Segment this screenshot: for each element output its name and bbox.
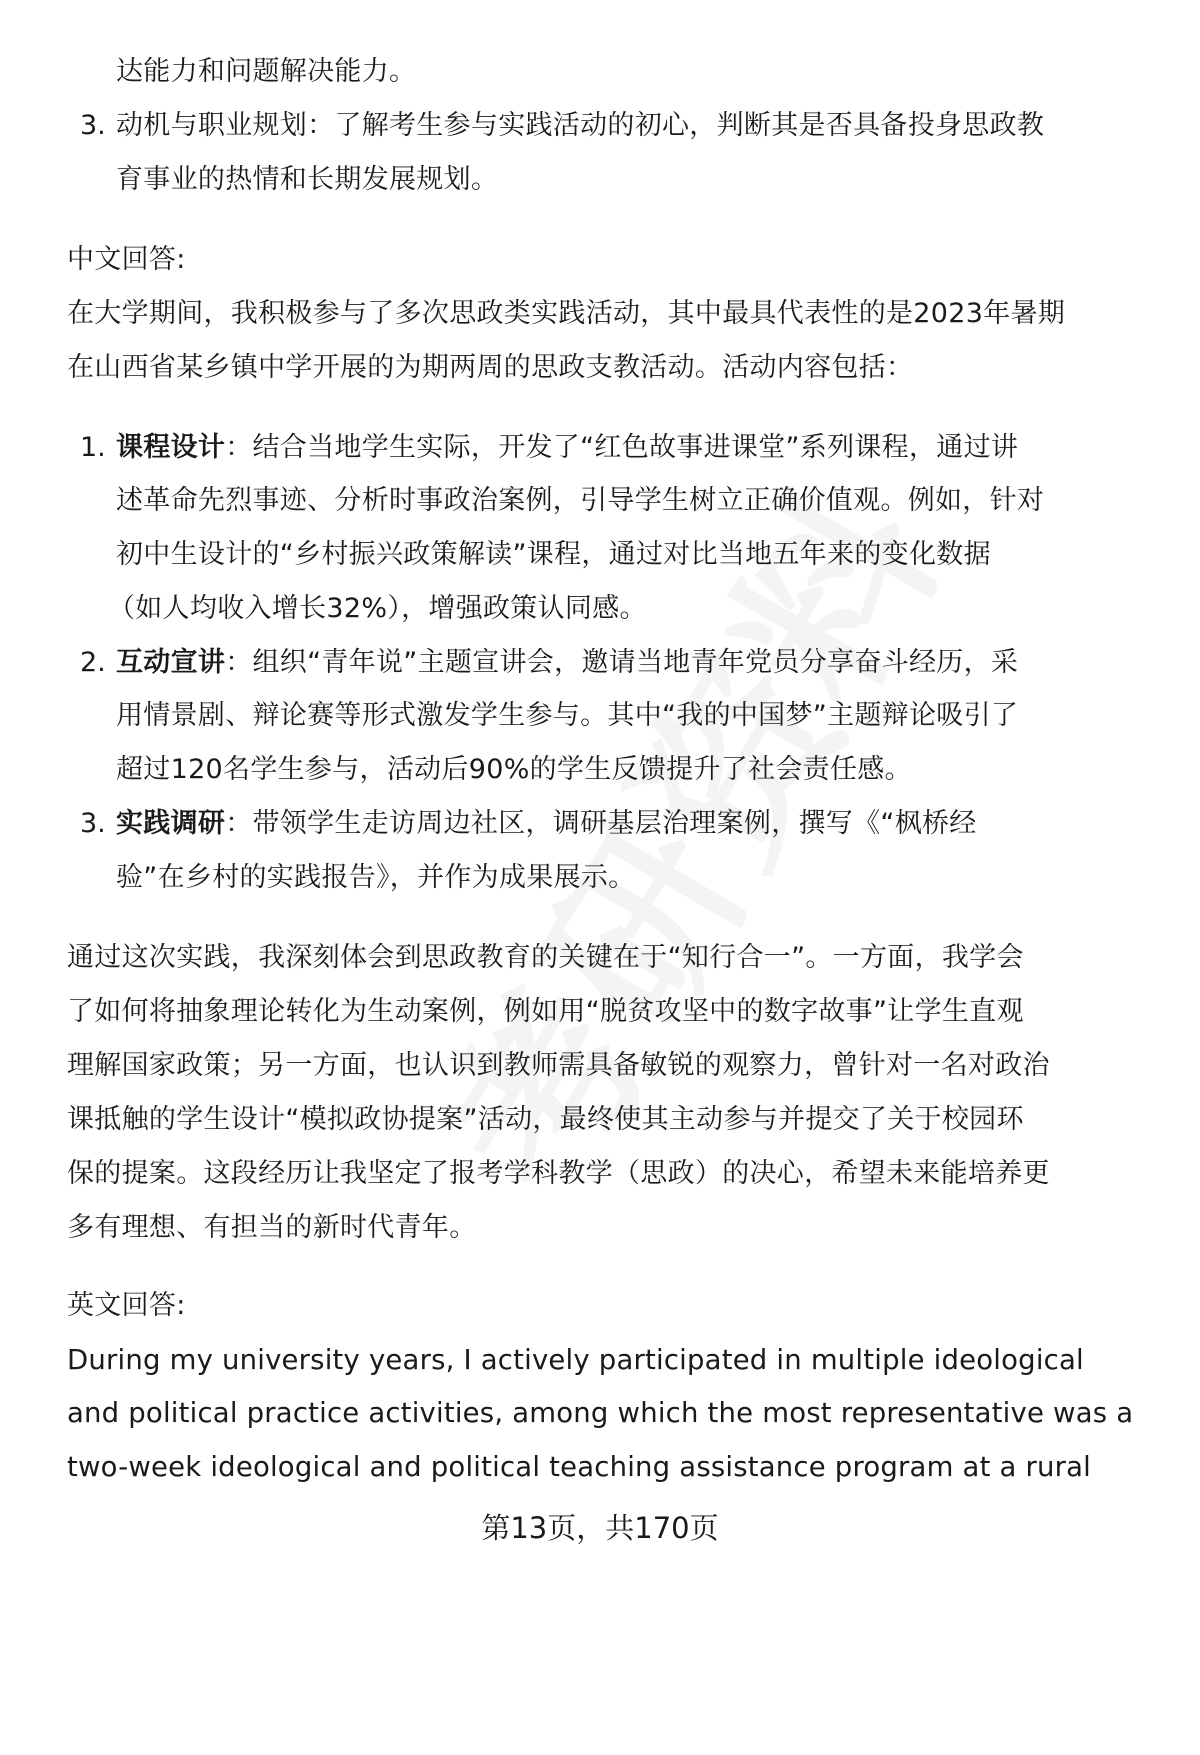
reflection-line: 通过这次实践，我深刻体会到思政教育的关键在于“知行合一”。一方面，我学会	[67, 942, 1024, 973]
activity-line: 述革命先烈事迹、分析时事政治案例，引导学生树立正确价值观。例如，针对	[116, 485, 1045, 516]
criteria-line: 动机与职业规划：了解考生参与实践活动的初心，判断其是否具备投身思政教	[116, 110, 1045, 141]
page-number: 第13页，共170页	[481, 1511, 719, 1545]
activity-line: （如人均收入增长32%），增强政策认同感。	[108, 593, 647, 624]
cn-intro-line: 在山西省某乡镇中学开展的为期两周的思政支教活动。活动内容包括：	[67, 352, 914, 383]
reflection-line: 了如何将抽象理论转化为生动案例，例如用“脱贫攻坚中的数字故事”让学生直观	[67, 996, 1024, 1027]
en-answer-line: During my university years, I actively participated in multiple ideological	[67, 1344, 1084, 1376]
list-number: 2.	[80, 647, 106, 678]
activity-text: ：带领学生走访周边社区，调研基层治理案例，撰写《“枫桥经	[225, 808, 977, 839]
activity-text: ：组织“青年说”主题宣讲会，邀请当地青年党员分享奋斗经历，采	[225, 647, 1019, 678]
reflection-line: 理解国家政策；另一方面，也认识到教师需具备敏锐的观察力，曾针对一名对政治	[67, 1050, 1050, 1081]
activity-line: 验”在乡村的实践报告》，并作为成果展示。	[116, 862, 636, 893]
activity-line: 用情景剧、辩论赛等形式激发学生参与。其中“我的中国梦”主题辩论吸引了	[116, 700, 1019, 731]
criteria-line: 育事业的热情和长期发展规划。	[116, 164, 499, 195]
activity-title: 课程设计	[116, 432, 226, 463]
en-heading: 英文回答:	[67, 1290, 186, 1321]
intro-tail: 达能力和问题解决能力。	[116, 56, 417, 87]
cn-heading: 中文回答:	[67, 244, 186, 275]
en-answer-line: two-week ideological and political teaching assistance program at a rural	[67, 1451, 1092, 1483]
reflection-line: 保的提案。这段经历让我坚定了报考学科教学（思政）的决心，希望未来能培养更	[67, 1158, 1050, 1189]
en-answer-line: and political practice activities, among which the most representative was a	[67, 1397, 1134, 1429]
activity-line	[116, 431, 1018, 465]
reflection-line: 课抵触的学生设计“模拟政协提案”活动，最终使其主动参与并提交了关于校园环	[67, 1104, 1024, 1135]
list-number: 3.	[80, 110, 106, 141]
activity-title: 互动宣讲	[116, 647, 226, 678]
activity-line	[116, 646, 1018, 680]
activity-text: ：结合当地学生实际，开发了“红色故事进课堂”系列课程，通过讲	[225, 432, 1019, 463]
activity-line: 超过120名学生参与，活动后90%的学生反馈提升了社会责任感。	[116, 754, 912, 785]
activity-line: 初中生设计的“乡村振兴政策解读”课程，通过对比当地五年来的变化数据	[116, 539, 991, 570]
list-number: 1.	[80, 432, 106, 463]
activity-title: 实践调研	[116, 808, 226, 839]
activity-line	[116, 807, 977, 841]
list-number: 3.	[80, 808, 106, 839]
reflection-line: 多有理想、有担当的新时代青年。	[67, 1212, 477, 1243]
cn-intro-line: 在大学期间，我积极参与了多次思政类实践活动，其中最具代表性的是2023年暑期	[67, 298, 1066, 329]
